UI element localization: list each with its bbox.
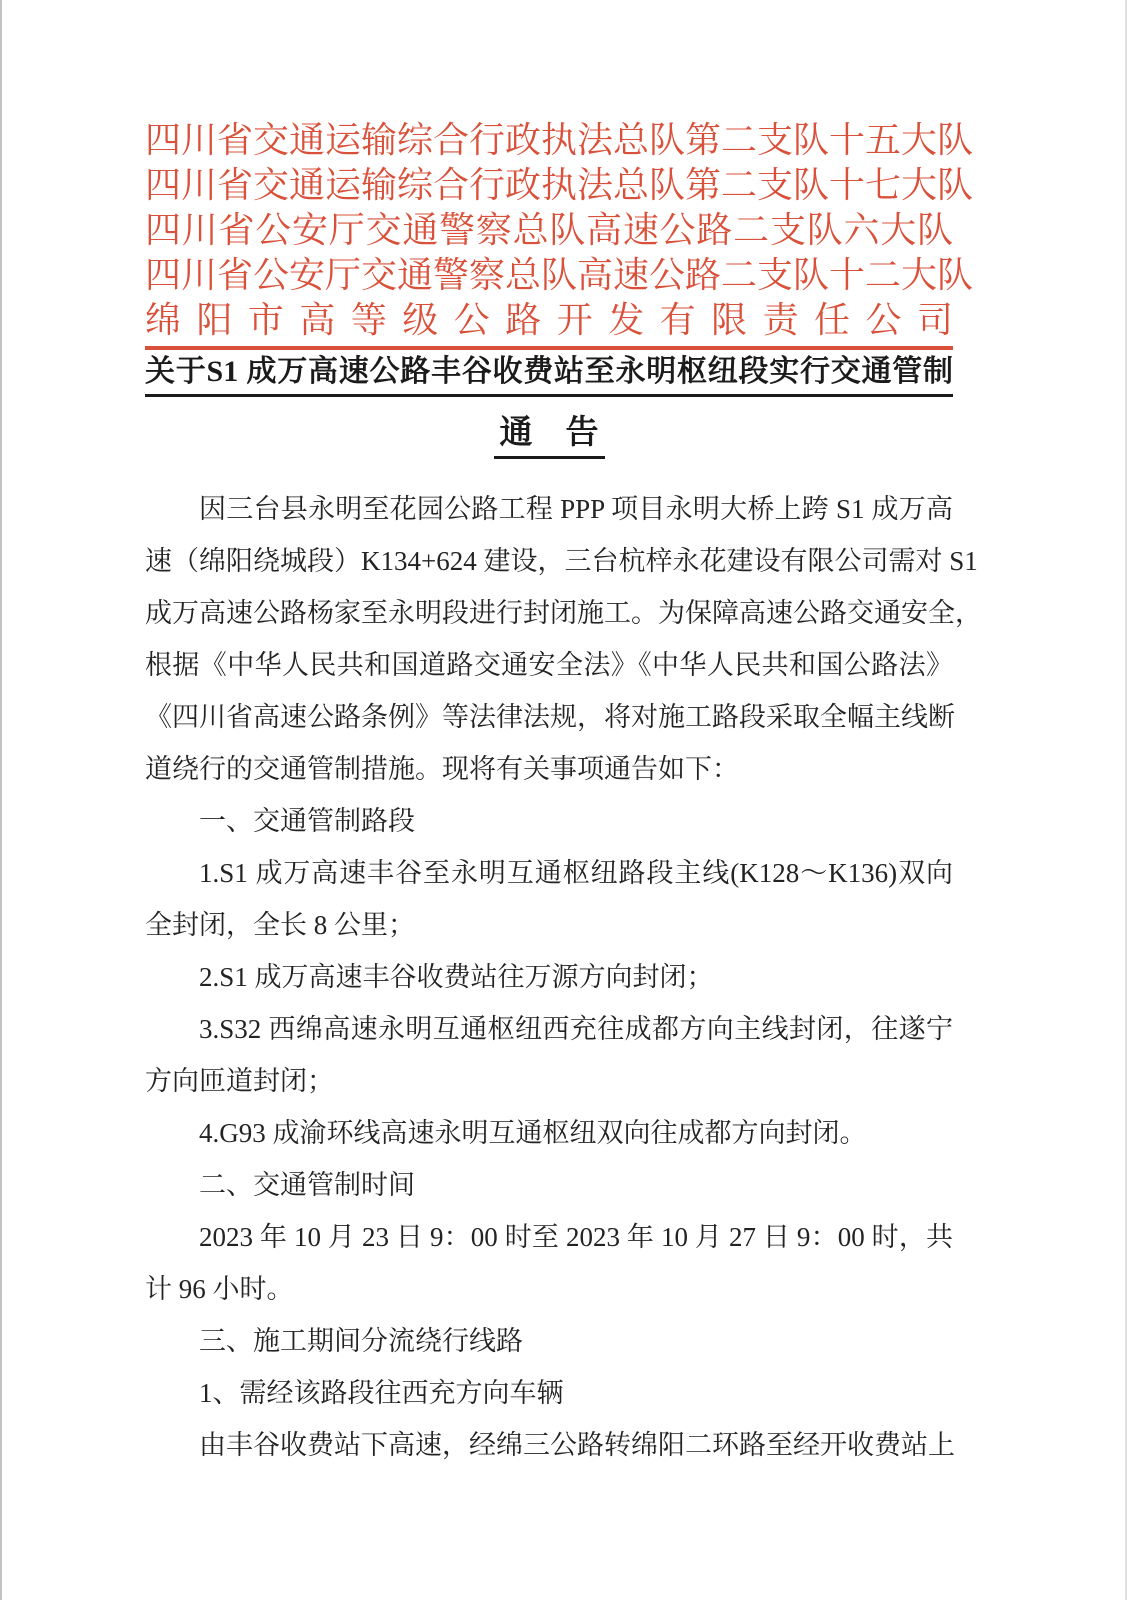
body-line: 一、交通管制路段	[199, 806, 415, 836]
body-line: 全封闭，全长 8 公里；	[145, 910, 415, 940]
agency-header-line: 四川省交通运输综合行政执法总队第二支队十五大队	[145, 120, 974, 160]
red-divider-rule	[145, 346, 953, 350]
agency-header-line: 四川省公安厅交通警察总队高速公路二支队六大队	[145, 210, 953, 250]
body-line: 三、施工期间分流绕行线路	[199, 1326, 523, 1356]
scan-edge-artifact-left	[0, 0, 2, 1600]
body-line: 根据《中华人民共和国道路交通安全法》《中华人民共和国公路法》	[145, 650, 953, 680]
body-line: 道绕行的交通管制措施。现将有关事项通告如下：	[145, 754, 739, 784]
scan-edge-artifact-right	[1125, 0, 1127, 1600]
body-line: 二、交通管制时间	[199, 1170, 415, 1200]
body-line: 4.G93 成渝环线高速永明互通枢纽双向往成都方向封闭。	[199, 1118, 867, 1148]
body-line: 由丰谷收费站下高速，经绵三公路转绵阳二环路至经开收费站上	[199, 1430, 955, 1460]
body-line: 《四川省高速公路条例》等法律法规，将对施工路段采取全幅主线断	[145, 702, 955, 732]
body-line: 计 96 小时。	[145, 1274, 294, 1304]
agency-header-line: 四川省交通运输综合行政执法总队第二支队十七大队	[145, 165, 974, 205]
document-title: 关于S1 成万高速公路丰谷收费站至永明枢纽段实行交通管制	[145, 353, 953, 397]
body-line: 2023 年 10 月 23 日 9：00 时至 2023 年 10 月 27 日 9：00 时，共	[199, 1222, 953, 1252]
notice-heading: 通 告	[494, 413, 605, 459]
body-line: 1.S1 成万高速丰谷至永明互通枢纽路段主线(K128～K136)双向	[199, 858, 953, 888]
notice-heading-row	[145, 413, 953, 459]
body-line: 速（绵阳绕城段）K134+624 建设，三台杭梓永花建设有限公司需对 S1	[145, 546, 978, 576]
body-line: 因三台县永明至花园公路工程 PPP 项目永明大桥上跨 S1 成万高	[199, 494, 953, 524]
issuing-agencies	[145, 118, 974, 343]
body-line: 2.S1 成万高速丰谷收费站往万源方向封闭；	[199, 962, 714, 992]
document-body	[145, 483, 982, 1471]
body-line: 1、需经该路段往西充方向车辆	[199, 1378, 564, 1408]
body-line: 3.S32 西绵高速永明互通枢纽西充往成都方向主线封闭，往遂宁	[199, 1014, 953, 1044]
body-line: 成万高速公路杨家至永明段进行封闭施工。为保障高速公路交通安全，	[145, 598, 982, 628]
agency-header-line: 四川省公安厅交通警察总队高速公路二支队十二大队	[145, 255, 974, 295]
document-content	[145, 118, 982, 1471]
body-line: 方向匝道封闭；	[145, 1066, 334, 1096]
agency-header-line: 绵阳市高等级公路开发有限责任公司	[145, 300, 953, 340]
